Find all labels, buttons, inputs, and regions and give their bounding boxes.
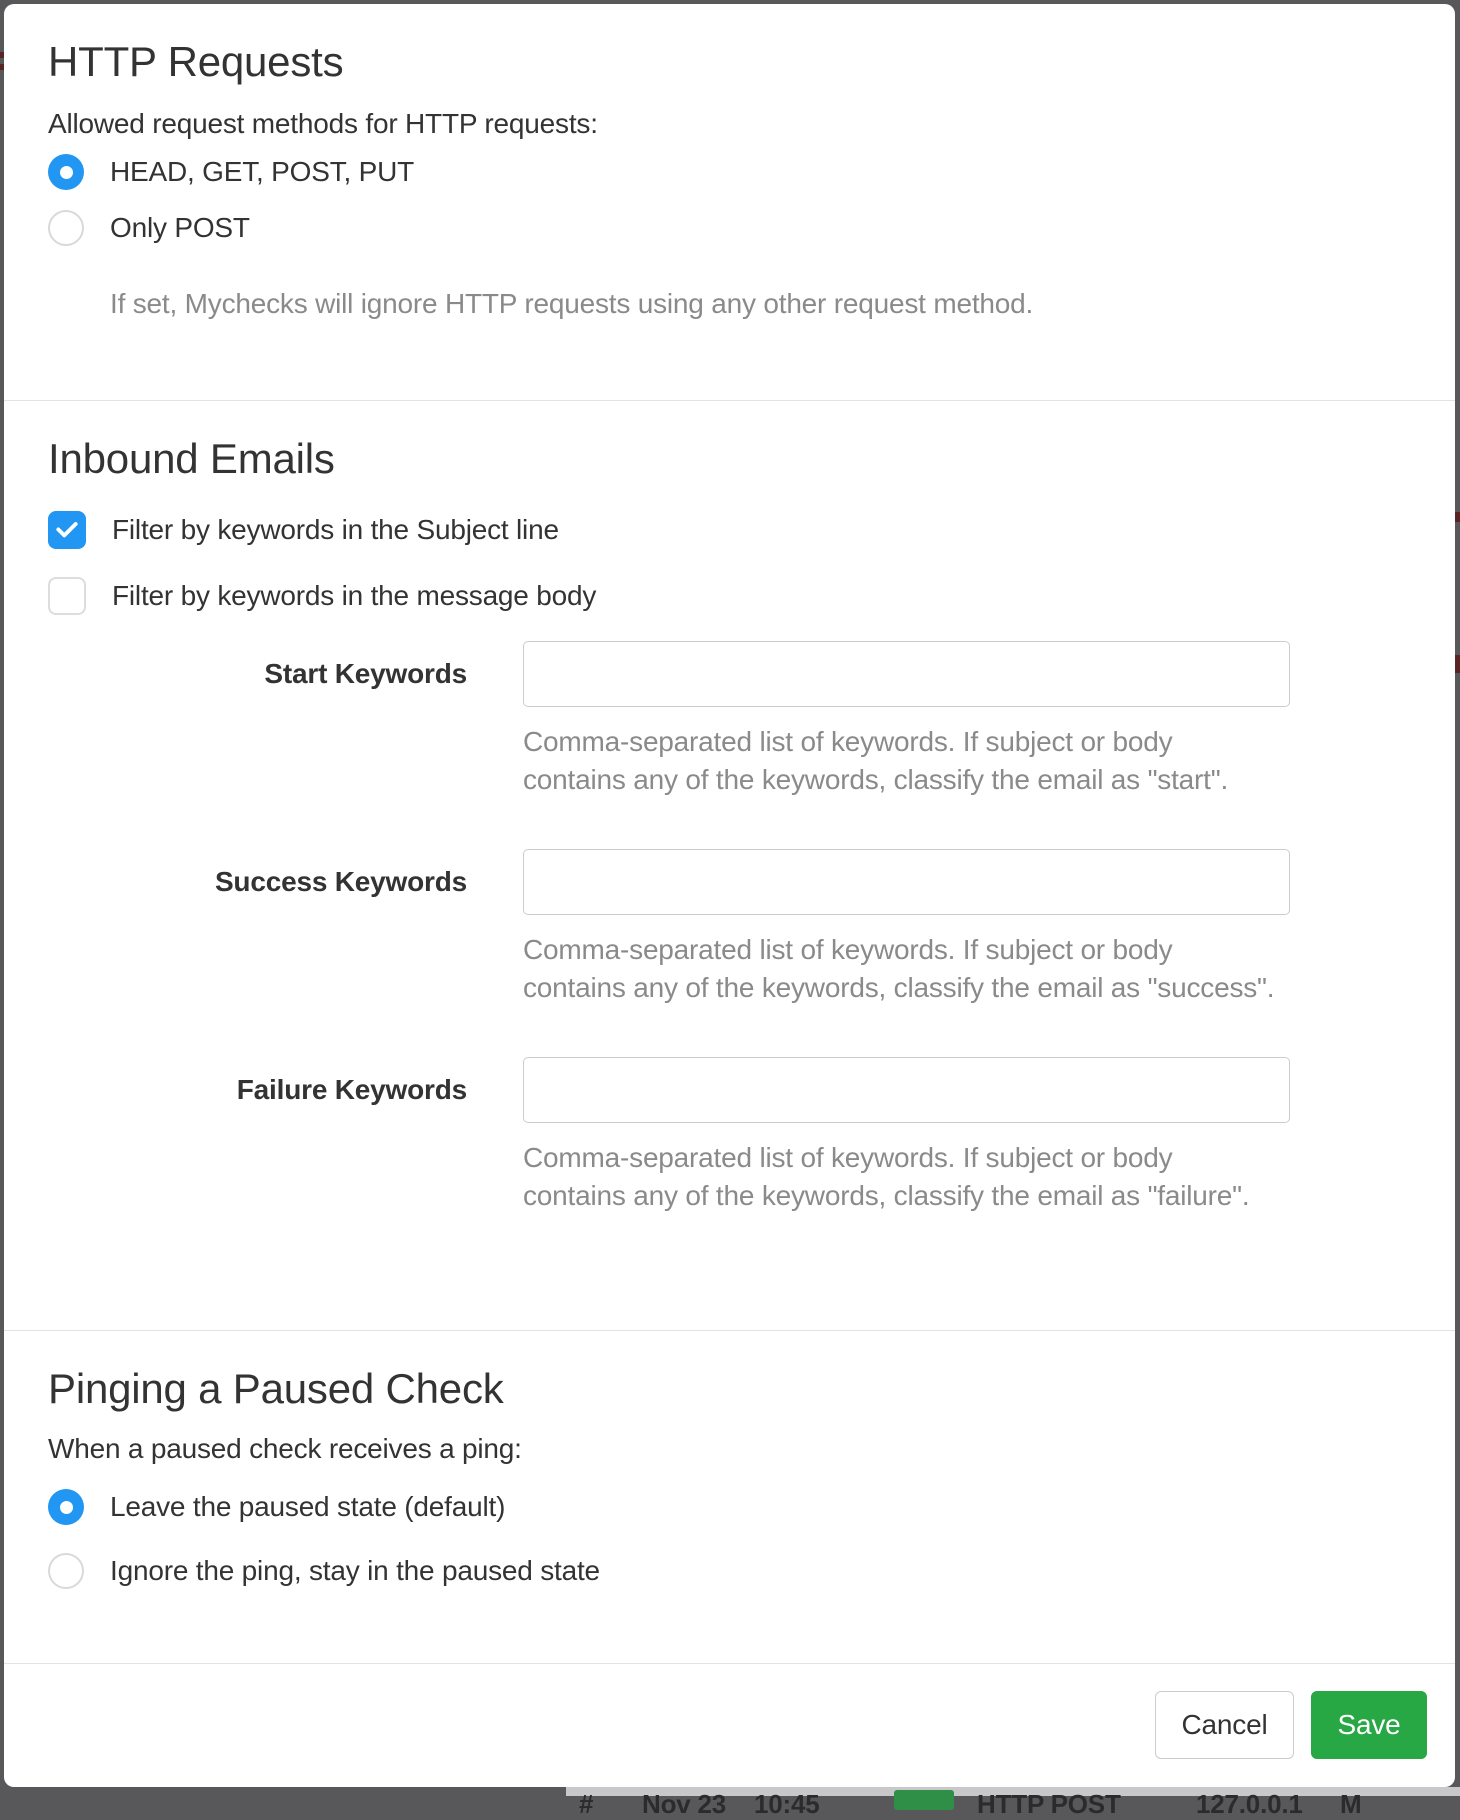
success-keywords-input[interactable] — [523, 849, 1290, 915]
radio-unselected-icon[interactable] — [48, 210, 84, 246]
start-keywords-help — [523, 723, 1411, 799]
section-title-http-requests: HTTP Requests — [48, 38, 344, 85]
radio-label: Ignore the ping, stay in the paused state — [110, 1555, 600, 1586]
modal-footer — [4, 1664, 1455, 1786]
failure-keywords-label: Failure Keywords — [236, 1074, 467, 1105]
failure-keywords-help — [523, 1139, 1411, 1215]
help-line: Comma-separated list of keywords. If subject or body — [523, 726, 1173, 757]
backdrop-artifact — [0, 64, 4, 70]
underlying-extra: M — [1340, 1789, 1362, 1819]
underlying-method: HTTP POST — [977, 1789, 1121, 1819]
help-line: Comma-separated list of keywords. If subject or body — [523, 934, 1173, 965]
start-keywords-input[interactable] — [523, 641, 1290, 707]
section-pinging-paused-check — [4, 1331, 1455, 1664]
checkbox-checked-icon[interactable] — [48, 511, 86, 549]
radio-option-ignore-ping[interactable] — [48, 1553, 1411, 1589]
section-title-pinging: Pinging a Paused Check — [48, 1365, 504, 1412]
radio-selected-icon[interactable] — [48, 1489, 84, 1525]
form-row-start-keywords — [48, 641, 1411, 707]
backdrop-artifact — [1455, 655, 1460, 673]
radio-option-leave-paused[interactable] — [48, 1489, 1411, 1525]
settings-modal — [4, 4, 1455, 1787]
section-title-inbound-emails: Inbound Emails — [48, 435, 335, 482]
form-row-success-keywords — [48, 849, 1411, 915]
success-keywords-label: Success Keywords — [214, 866, 467, 897]
checkbox-label: Filter by keywords in the message body — [112, 580, 597, 611]
form-row-failure-keywords — [48, 1057, 1411, 1123]
radio-option-only-post[interactable] — [48, 210, 1411, 246]
checkbox-filter-subject[interactable] — [48, 511, 1411, 549]
success-keywords-help — [523, 931, 1411, 1007]
checkmark-icon — [54, 517, 80, 543]
checkbox-unchecked-icon[interactable] — [48, 577, 86, 615]
section-http-requests — [4, 4, 1455, 401]
only-post-help-text: If set, Mychecks will ignore HTTP requests using any other request method. — [110, 288, 1034, 319]
radio-label: HEAD, GET, POST, PUT — [110, 156, 415, 187]
help-line: contains any of the keywords, classify the email as "success". — [523, 972, 1275, 1003]
radio-label: Only POST — [110, 212, 250, 243]
checkbox-filter-body[interactable] — [48, 577, 1411, 615]
start-keywords-label: Start Keywords — [264, 658, 467, 689]
underlying-time: 10:45 — [754, 1789, 820, 1819]
underlying-row-number: # — [579, 1789, 594, 1819]
radio-dot — [60, 166, 73, 179]
underlying-status-badge — [894, 1790, 954, 1810]
radio-dot — [60, 1501, 73, 1514]
radio-label: Leave the paused state (default) — [110, 1491, 506, 1522]
section-inbound-emails — [4, 401, 1455, 1331]
radio-selected-icon[interactable] — [48, 154, 84, 190]
http-methods-description: Allowed request methods for HTTP requests: — [48, 108, 598, 139]
pinging-description: When a paused check receives a ping: — [48, 1433, 522, 1464]
cancel-button[interactable]: Cancel — [1155, 1691, 1294, 1759]
help-line: contains any of the keywords, classify the email as "start". — [523, 764, 1229, 795]
underlying-page-row — [566, 1787, 1460, 1819]
backdrop-artifact — [0, 52, 4, 58]
help-line: Comma-separated list of keywords. If subject or body — [523, 1142, 1173, 1173]
underlying-ip: 127.0.0.1 — [1196, 1789, 1303, 1819]
help-line: contains any of the keywords, classify the email as "failure". — [523, 1180, 1250, 1211]
backdrop-artifact — [1455, 512, 1460, 522]
save-button[interactable]: Save — [1311, 1691, 1427, 1759]
failure-keywords-input[interactable] — [523, 1057, 1290, 1123]
radio-option-head-get-post-put[interactable] — [48, 154, 1411, 190]
underlying-date: Nov 23 — [642, 1789, 727, 1819]
radio-unselected-icon[interactable] — [48, 1553, 84, 1589]
checkbox-label: Filter by keywords in the Subject line — [112, 514, 559, 545]
